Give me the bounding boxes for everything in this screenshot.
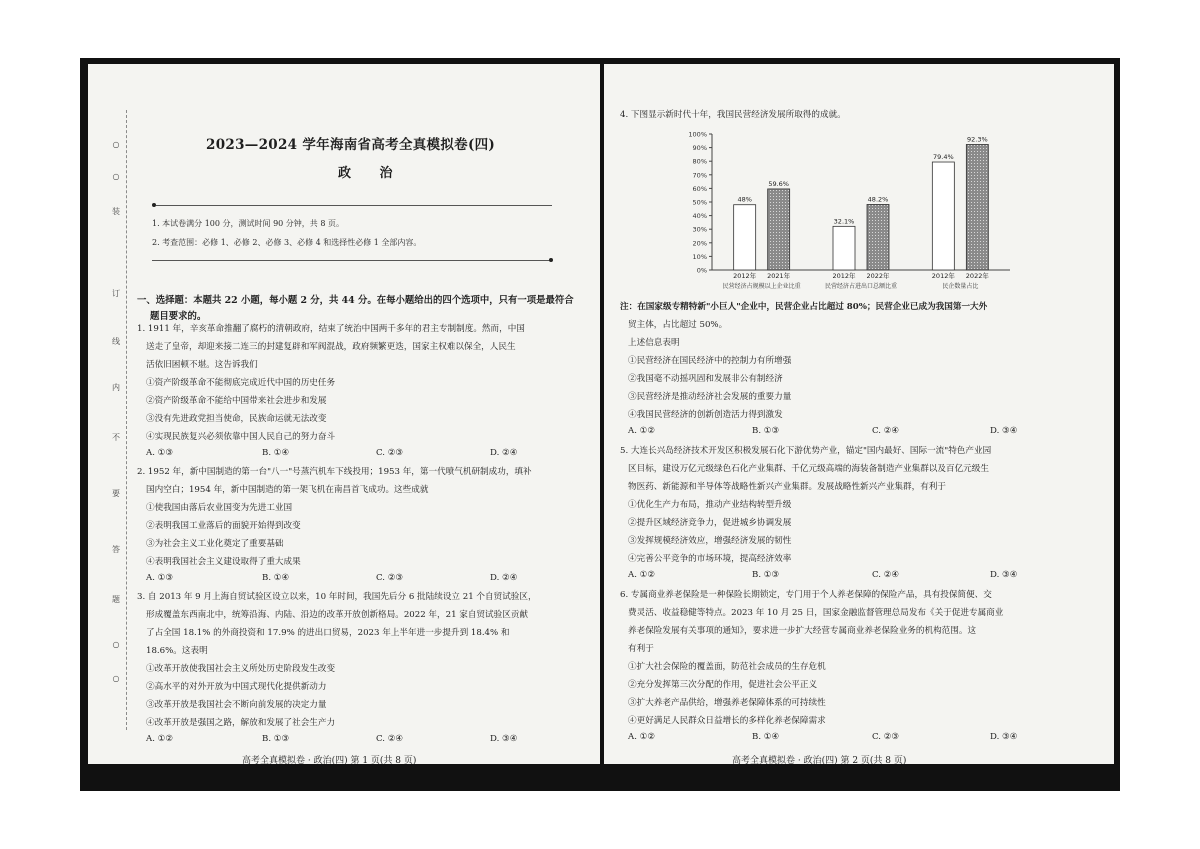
binding-char: 装: [112, 207, 120, 216]
q3-option-b: B. ①③: [262, 734, 290, 744]
q3-choice: ④改革开放是强国之路，解放和发展了社会生产力: [146, 718, 336, 728]
binding-margin: [108, 110, 130, 730]
q6-choice: ②充分发挥第三次分配的作用，促进社会公平正义: [628, 680, 818, 690]
binding-char: 要: [112, 489, 120, 498]
x-tick-label: 2022年: [965, 272, 989, 280]
binding-char: ○: [112, 172, 120, 181]
q1-option-c: C. ②③: [376, 448, 404, 458]
q1-stem-line: 活依旧困顿不堪。这告诉我们: [146, 360, 258, 370]
y-tick-label: 60%: [692, 184, 707, 193]
q4-intro: 4. 下图显示新时代十年，我国民营经济发展所取得的成就。: [620, 110, 846, 120]
q5-stem-line: 物医药、新能源和半导体等战略性新兴产业集群。发展战略性新兴产业集群，有利于: [628, 482, 946, 492]
q5-choice: ①优化生产力布局，推动产业结构转型升级: [628, 500, 792, 510]
q4-lead: 上述信息表明: [628, 338, 680, 348]
bar: [867, 204, 889, 270]
q3-choice: ③改革开放是我国社会不断向前发展的决定力量: [146, 700, 327, 710]
y-tick-label: 10%: [692, 252, 707, 261]
exam-title: 2023—2024 学年海南省高考全真模拟卷(四): [206, 137, 496, 153]
q4-bar-chart: [680, 124, 1020, 294]
q1-choice: ③没有先进政党担当使命，民族命运就无法改变: [146, 414, 327, 424]
q2-option-d: D. ②④: [490, 573, 518, 583]
y-tick-label: 0%: [696, 266, 707, 275]
section-heading: 一、选择题：本题共 22 小题，每小题 2 分，共 44 分。在每小题给出的四个选项中，只有一项是最符合: [137, 295, 574, 306]
y-tick-label: 50%: [692, 198, 707, 207]
y-tick-label: 30%: [692, 225, 707, 234]
q2-choice: ③为社会主义工业化奠定了重要基础: [146, 539, 284, 549]
x-tick-label: 2012年: [832, 272, 856, 280]
q1-choice: ①资产阶级革命不能彻底完成近代中国的历史任务: [146, 378, 336, 388]
q1-stem-line: 1. 1911 年，辛亥革命推翻了腐朽的清朝政府，结束了统治中国两千多年的君主专制制度。然而，中国: [137, 324, 525, 334]
q4-option-b: B. ①③: [752, 426, 780, 436]
data-label: 32.1%: [833, 217, 855, 226]
y-tick-label: 20%: [692, 239, 707, 248]
note-2: 2. 考查范围：必修 1、必修 2、必修 3、必修 4 和选择性必修 1 全部内容。: [152, 238, 422, 247]
q4-chart: [680, 124, 1020, 294]
q3-stem-line: 18.6%。这表明: [146, 646, 208, 656]
data-label: 92.3%: [967, 135, 988, 144]
q5-choice: ②提升区域经济竞争力，促进城乡协调发展: [628, 518, 792, 528]
page-footer-right: 高考全真模拟卷 · 政治(四) 第 2 页(共 8 页): [732, 756, 907, 766]
notes-bullet: [549, 258, 553, 262]
data-label: 48%: [737, 195, 752, 204]
q2-option-b: B. ①④: [262, 573, 290, 583]
q3-choice: ②高水平的对外开放为中国式现代化提供新动力: [146, 682, 327, 692]
q2-choice: ①使我国由落后农业国变为先进工业国: [146, 503, 293, 513]
bar: [768, 189, 790, 270]
q5-option-b: B. ①③: [752, 570, 780, 580]
q5-stem-line: 5. 大连长兴岛经济技术开发区积极发展石化下游优势产业，锚定"国内最好、国际一流"特色产业园: [620, 446, 992, 456]
q1-option-a: A. ①③: [146, 448, 174, 458]
q6-option-a: A. ①②: [628, 732, 656, 742]
q6-stem-line: 有利于: [628, 644, 654, 654]
bar: [932, 162, 954, 270]
x-tick-label: 2012年: [733, 272, 757, 280]
q2-choice: ④表明我国社会主义建设取得了重大成果: [146, 557, 301, 567]
exam-subject: 政 治: [338, 166, 405, 181]
q1-option-b: B. ①④: [262, 448, 290, 458]
group-label: 民营经济占进出口总额比重: [824, 283, 898, 290]
page-footer-left: 高考全真模拟卷 · 政治(四) 第 1 页(共 8 页): [242, 756, 417, 766]
q6-stem-line: 费灵活、收益稳健等特点。2023 年 10 月 25 日，国家金融监督管理总局发布《关于促进专属商业: [628, 608, 1004, 618]
bar: [833, 226, 855, 270]
binding-char: ○: [112, 640, 120, 649]
q6-stem-line: 6. 专属商业养老保险是一种保险长期锁定，专门用于个人养老保障的保险产品，具有投保简便、交: [620, 590, 992, 600]
q4-note-line: 贸主体，占比超过 50%。: [628, 320, 728, 330]
notes-top-rule: [156, 205, 552, 206]
q4-option-c: C. ②④: [872, 426, 900, 436]
q3-stem-line: 了占全国 18.1% 的外商投资和 17.9% 的进出口贸易，2023 年上半年进一步提升到 18.4% 和: [146, 628, 510, 638]
y-tick-label: 90%: [692, 144, 707, 153]
q3-option-d: D. ③④: [490, 734, 518, 744]
q6-option-d: D. ③④: [990, 732, 1018, 742]
q3-stem-line: 3. 自 2013 年 9 月上海自贸试验区设立以来，10 年时间，我国先后分 6 批陆续设立 21 个自贸试验区，: [137, 592, 537, 602]
q5-choice: ④完善公平竞争的市场环境，提高经济效率: [628, 554, 792, 564]
q2-option-a: A. ①③: [146, 573, 174, 583]
bar: [734, 205, 756, 270]
q4-option-d: D. ③④: [990, 426, 1018, 436]
q1-stem-line: 送走了皇帝，却迎来接二连三的封建复辟和军阀混战，政府频繁更迭，国家主权难以保全，人民生: [146, 342, 516, 352]
binding-char: 不: [112, 433, 120, 442]
q4-note-line: 注：在国家级专精特新"小巨人"企业中，民营企业占比超过 80%；民营企业已成为我国第一大外: [620, 302, 988, 312]
binding-char: 答: [112, 545, 120, 554]
x-tick-label: 2021年: [767, 272, 791, 280]
q6-choice: ①扩大社会保险的覆盖面，防范社会成员的生存危机: [628, 662, 826, 672]
q1-choice: ④实现民族复兴必须依靠中国人民自己的努力奋斗: [146, 432, 336, 442]
q5-stem-line: 区目标，建设万亿元级绿色石化产业集群、千亿元级高端的海装备制造产业集群以及百亿元级生: [628, 464, 989, 474]
x-tick-label: 2012年: [931, 272, 955, 280]
note-1: 1. 本试卷满分 100 分，测试时间 90 分钟，共 8 页。: [152, 219, 344, 228]
q5-option-a: A. ①②: [628, 570, 656, 580]
binding-char: 线: [112, 337, 120, 346]
q3-choice: ①改革开放使我国社会主义所处历史阶段发生改变: [146, 664, 336, 674]
bar: [966, 144, 988, 270]
binding-char: 题: [112, 595, 120, 604]
q1-option-d: D. ②④: [490, 448, 518, 458]
q6-option-c: C. ②③: [872, 732, 900, 742]
group-label: 民企数量占比: [942, 283, 979, 290]
q5-choice: ③发挥规模经济效应，增强经济发展的韧性: [628, 536, 792, 546]
binding-char: ○: [112, 140, 120, 149]
group-label: 民营经济占规模以上企业比重: [722, 283, 801, 290]
data-label: 79.4%: [933, 153, 954, 162]
binding-char: 内: [112, 383, 120, 392]
data-label: 59.6%: [768, 179, 789, 188]
q2-stem-line: 国内空白；1954 年，新中国制造的第一架飞机在南昌首飞成功。这些成就: [146, 485, 429, 495]
x-tick-label: 2022年: [866, 272, 890, 280]
q1-choice: ②资产阶级革命不能给中国带来社会进步和发展: [146, 396, 327, 406]
y-tick-label: 80%: [692, 157, 707, 166]
q4-choice: ①民营经济在国民经济中的控制力有所增强: [628, 356, 792, 366]
q4-choice: ④我国民营经济的创新创造活力得到激发: [628, 410, 783, 420]
q3-option-c: C. ②④: [376, 734, 404, 744]
q6-option-b: B. ①④: [752, 732, 780, 742]
data-label: 48.2%: [867, 195, 889, 204]
q2-choice: ②表明我国工业落后的面貌开始得到改变: [146, 521, 301, 531]
q2-stem-line: 2. 1952 年，新中国制造的第一台"八一"号蒸汽机车下线投用；1953 年，第一代喷气机研制成功，填补: [137, 467, 532, 477]
section-heading-cont: 题目要求的。: [150, 311, 207, 322]
y-tick-label: 100%: [688, 130, 707, 139]
q2-option-c: C. ②③: [376, 573, 404, 583]
q3-stem-line: 形成覆盖东西南北中，统筹沿海、内陆、沿边的改革开放创新格局。2022 年，21 家自贸试验区贡献: [146, 610, 529, 620]
y-tick-label: 70%: [692, 171, 707, 180]
q6-choice: ③扩大养老产品供给，增强养老保障体系的可持续性: [628, 698, 826, 708]
q4-choice: ③民营经济是推动经济社会发展的重要力量: [628, 392, 792, 402]
y-tick-label: 40%: [692, 212, 707, 221]
q3-option-a: A. ①②: [146, 734, 174, 744]
q5-option-d: D. ③④: [990, 570, 1018, 580]
binding-char: ○: [112, 674, 120, 683]
q4-choice: ②我国毫不动摇巩固和发展非公有制经济: [628, 374, 783, 384]
q6-choice: ④更好满足人民群众日益增长的多样化养老保障需求: [628, 716, 826, 726]
notes-bottom-rule: [152, 260, 552, 261]
q6-stem-line: 养老保险发展有关事项的通知》，要求进一步扩大经营专属商业养老保险业务的机构范围。这: [628, 626, 977, 636]
q4-option-a: A. ①②: [628, 426, 656, 436]
binding-char: 订: [112, 289, 120, 298]
binding-dashed-line: [126, 110, 127, 730]
q5-option-c: C. ②④: [872, 570, 900, 580]
